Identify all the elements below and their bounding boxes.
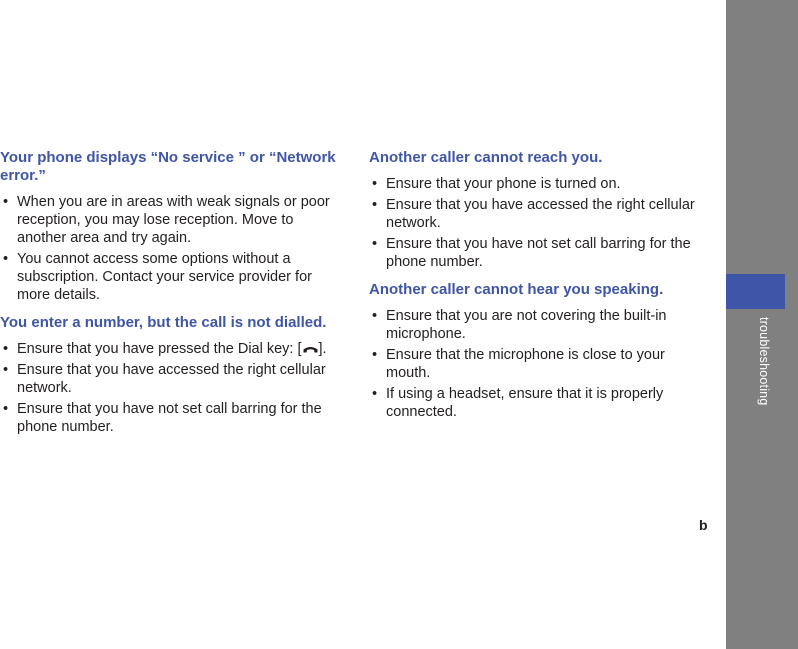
section-cannot-hear (369, 281, 709, 421)
bullet-list (369, 307, 709, 421)
left-column (0, 149, 340, 446)
bullet-list (369, 175, 709, 271)
bullet-list (0, 340, 340, 436)
list-item: • When you are in areas with weak signals or poor reception, you may lose reception. Move to another area and try again. (3, 194, 330, 246)
bullet-icon: • (3, 194, 9, 210)
list-item: • Ensure that you have not set call barring for the phone number. (372, 236, 691, 270)
section-heading: Your phone displays “No service ” or “Network error.” (0, 149, 336, 184)
bullet-icon: • (372, 176, 378, 192)
chapter-tab-label: troubleshooting (757, 317, 771, 406)
list-item: • Ensure that you have pressed the Dial key: [ ]. (3, 341, 327, 357)
bullet-icon: • (372, 197, 378, 213)
bullet-icon: • (3, 341, 9, 357)
section-heading: You enter a number, but the call is not dialled. (0, 314, 327, 331)
section-heading: Another caller cannot hear you speaking. (369, 281, 664, 298)
bullet-icon: • (372, 386, 378, 402)
list-item: • If using a headset, ensure that it is properly connected. (372, 386, 664, 420)
section-cannot-reach (369, 149, 709, 271)
bullet-icon: • (3, 362, 9, 378)
bullet-list (0, 193, 340, 304)
list-item: • Ensure that you have not set call barring for the phone number. (3, 401, 322, 435)
right-column (369, 149, 709, 431)
bullet-icon: • (3, 401, 9, 417)
list-item: • Ensure that you have accessed the right cellular network. (372, 197, 695, 231)
bullet-icon: • (3, 251, 9, 267)
list-item: • Ensure that you are not covering the built-in microphone. (372, 308, 667, 342)
chapter-tab (726, 274, 785, 309)
list-item: • Ensure that you have accessed the right cellular network. (3, 362, 326, 396)
list-item: • Ensure that the microphone is close to your mouth. (372, 347, 665, 381)
bullet-icon: • (372, 308, 378, 324)
bullet-icon: • (372, 347, 378, 363)
section-not-dialled (0, 314, 340, 436)
page-marker: b (699, 517, 708, 533)
dial-key-icon (302, 345, 319, 354)
section-no-service (0, 149, 340, 304)
list-item: • Ensure that your phone is turned on. (372, 176, 621, 192)
bullet-icon: • (372, 236, 378, 252)
list-item: • You cannot access some options without a subscription. Contact your service provider for more details. (3, 251, 312, 303)
section-heading: Another caller cannot reach you. (369, 149, 603, 166)
